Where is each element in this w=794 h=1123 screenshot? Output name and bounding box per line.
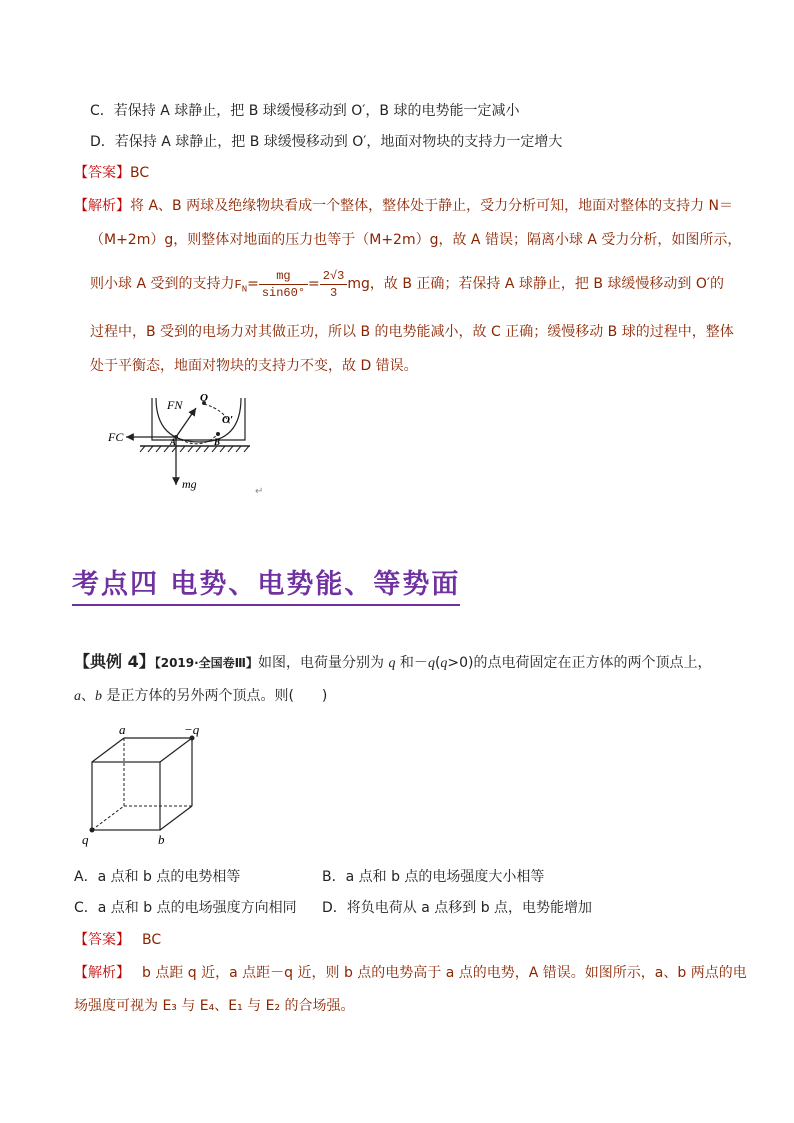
answer-tag: 【答案】	[74, 165, 130, 181]
option-4-b: B．a 点和 b 点的电场强度大小相等	[322, 869, 545, 885]
analysis-text: mg，故 B 正确；若保持 A 球静止，把 B 球缓慢移动到 O′的	[347, 276, 725, 292]
fraction-2root3-3: $\frac{2√3}{3}$	[320, 268, 348, 301]
label-a: a	[119, 722, 126, 737]
label-neg-q: −q	[184, 722, 200, 737]
analysis-4-line-2: 场强度可视为 E₃ 与 E₄、E₁ 与 E₂ 的合场强。	[74, 998, 355, 1014]
section-heading: 考点四 电势、电势能、等势面	[72, 568, 460, 606]
force-diagram	[100, 390, 280, 500]
analysis-4-line-1	[74, 963, 747, 983]
analysis-1-line-3	[90, 266, 724, 307]
label-b: B	[214, 437, 221, 447]
option-c-prev: C．若保持 A 球静止，把 B 球缓慢移动到 O′，B 球的电势能一定减小	[90, 103, 520, 119]
label-q: q	[82, 832, 89, 847]
analysis-1-line-2: （M+2m）g，则整体对地面的压力也等于（M+2m）g，故 A 错误；隔离小球 A 受力分析，如图所示，	[90, 232, 742, 248]
option-4-d: D．将负电荷从 a 点移到 b 点，电势能增加	[322, 900, 593, 916]
label-o-prime: O′	[222, 414, 234, 426]
label-fc: FC	[108, 430, 124, 444]
return-mark: ↵	[255, 486, 264, 497]
analysis-text: 则小球 A 受到的支持力	[90, 276, 235, 292]
fn-symbol: $F_N$	[234, 278, 248, 295]
label-fn: FN	[167, 398, 183, 412]
analysis-tag: 【解析】	[74, 198, 130, 214]
equals: =	[247, 276, 259, 292]
example-tag: 【典例 4】	[74, 652, 155, 671]
analysis-text: 将 A、B 两球及绝缘物块看成一个整体，整体处于静止，受力分析可知，地面对整体的支持力 N＝	[130, 198, 734, 214]
analysis-tag: 【解析】	[74, 965, 130, 981]
answer-1	[74, 163, 149, 183]
label-mg: mg	[182, 477, 197, 491]
analysis-1-line-5: 处于平衡态，地面对物块的支持力不变，故 D 错误。	[90, 358, 418, 374]
option-4-a: A．a 点和 b 点的电势相等	[74, 869, 241, 885]
answer-4	[74, 930, 161, 950]
option-d-prev: D．若保持 A 球静止，把 B 球缓慢移动到 O′，地面对物块的支持力一定增大	[90, 134, 563, 150]
answer-tag: 【答案】	[74, 932, 130, 948]
analysis-text: b 点距 q 近，a 点距－q 近，则 b 点的电势高于 a 点的电势，A 错误。如图所示，a、b 两点的电	[142, 965, 747, 981]
answer-value: BC	[130, 165, 150, 181]
example-source: 【2019·全国卷Ⅲ】	[154, 656, 259, 670]
label-b: b	[158, 832, 165, 847]
analysis-1-line-4: 过程中，B 受到的电场力对其做正功，所以 B 的电势能减小，故 C 正确；缓慢移动 B 球的过程中，整体	[90, 324, 734, 340]
equals: =	[308, 276, 320, 292]
label-a: A	[170, 437, 177, 447]
answer-value: BC	[142, 932, 162, 948]
analysis-1-line-1	[74, 196, 733, 216]
option-4-c: C．a 点和 b 点的电场强度方向相同	[74, 900, 297, 916]
fraction-mg-sin60: $\frac{mg}{\sin 60^\circ}$	[259, 268, 308, 301]
label-o: O	[200, 392, 208, 404]
cube-diagram	[78, 720, 208, 852]
example-4-line-2: a、b 是正方体的另外两个顶点。则( )	[74, 688, 328, 704]
example-4-line-1: 【典例 4】【2019·全国卷Ⅲ】如图，电荷量分别为 q 和－q(q>0)的点电荷固定在正方体的两个顶点上，	[74, 652, 712, 671]
